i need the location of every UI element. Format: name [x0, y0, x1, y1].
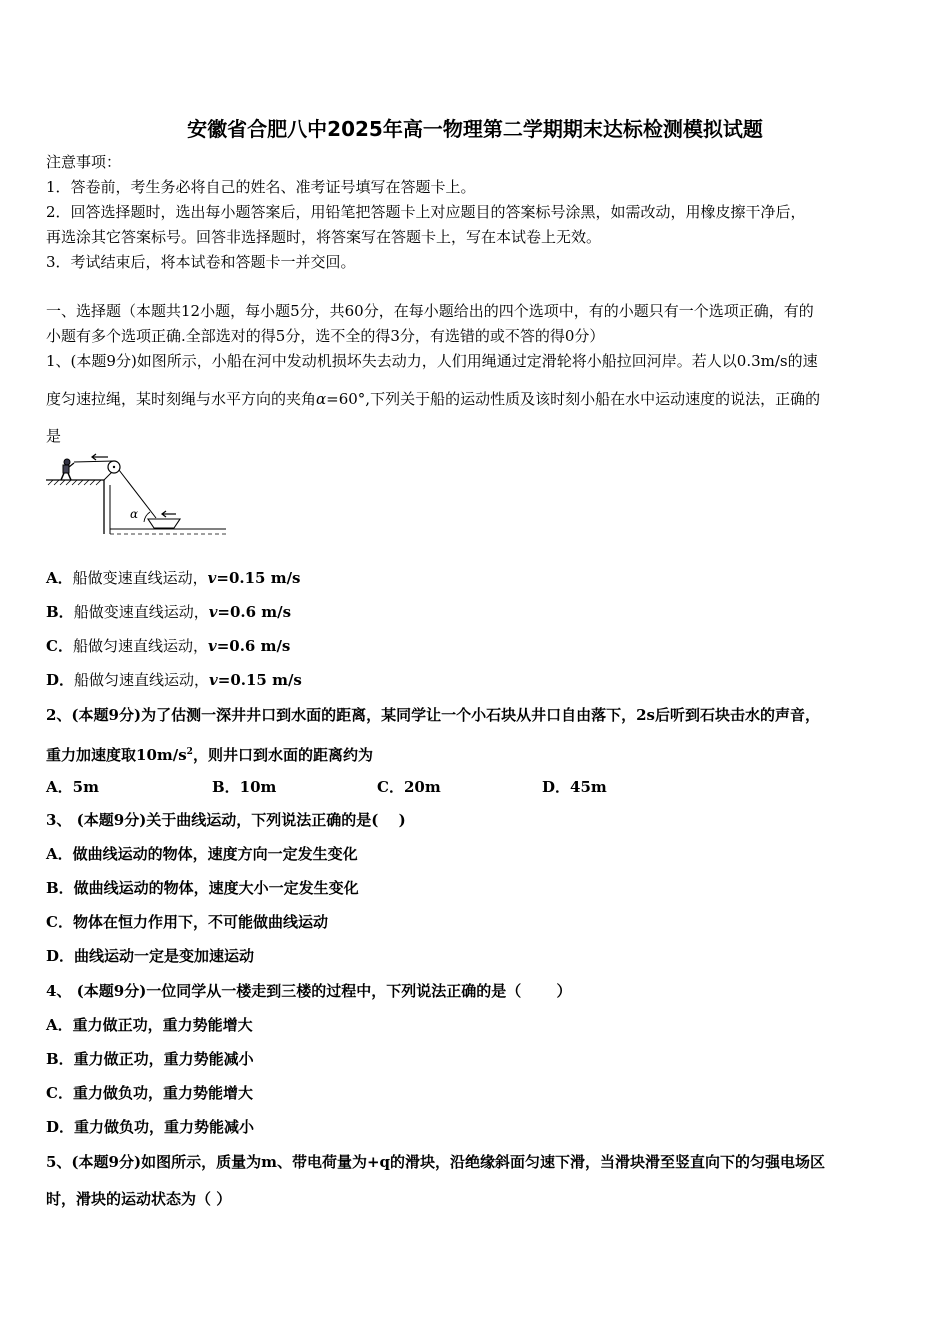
q2-stem-line1: 2、(本题9分)为了估测一深井井口到水面的距离，某同学让一个小石块从井口自由落下，2s后听到石块击水的声音， — [46, 706, 820, 724]
q4-option-d: D．重力做负功，重力势能减小 — [46, 1118, 255, 1136]
q3-option-c: C．物体在恒力作用下，不可能做曲线运动 — [46, 913, 328, 931]
person-icon — [61, 459, 74, 480]
rope-arrow-icon — [92, 454, 108, 460]
q4-option-a: A．重力做正功，重力势能增大 — [46, 1016, 253, 1034]
q1-option-d: D．船做匀速直线运动，v=0.15 m/s — [46, 671, 302, 689]
exam-title: 安徽省合肥八中2025年高一物理第二学期期末达标检测模拟试题 — [187, 117, 763, 141]
q1-option-b: B．船做变速直线运动，v=0.6 m/s — [46, 603, 292, 621]
notice-item-2: 2．回答选择题时，选出每小题答案后，用铅笔把答题卡上对应题目的答案标号涂黑，如需改动，用橡皮擦干净后， — [46, 203, 806, 221]
notice-item-3: 3．考试结束后，将本试卷和答题卡一并交回。 — [46, 253, 356, 271]
boat-arrow-icon — [162, 511, 176, 517]
notice-item-1: 1．答卷前，考生务必将自己的姓名、准考证号填写在答题卡上。 — [46, 178, 476, 196]
angle-label: α — [130, 507, 139, 521]
q4-option-c: C．重力做负功，重力势能增大 — [46, 1084, 253, 1102]
section-heading-line2: 小题有多个选项正确.全部选对的得5分，选不全的得3分，有选错的或不答的得0分） — [46, 327, 605, 345]
q1-stem-line3: 是 — [46, 427, 62, 445]
rope-horizontal — [74, 461, 114, 462]
q2-stem-line2: 重力加速度取$10m/s^2$，则井口到水面的距离约为 — [46, 746, 373, 764]
q4-stem: 4、 (本题9分)一位同学从一楼走到三楼的过程中，下列说法正确的是（ ） — [46, 982, 572, 1000]
q2-option-a: A．5m — [46, 778, 99, 796]
notice-heading: 注意事项： — [46, 153, 122, 171]
q1-stem-line1: 1、(本题9分)如图所示，小船在河中发动机损坏失去动力，人们用绳通过定滑轮将小船拉回河岸。若人以0.3m/s的速 — [46, 352, 818, 370]
notice-item-2-cont: 再选涂其它答案标号。回答非选择题时，将答案写在答题卡上，写在本试卷上无效。 — [46, 228, 602, 246]
q2-option-b: B．10m — [212, 778, 277, 796]
q3-option-a: A．做曲线运动的物体，速度方向一定发生变化 — [46, 845, 358, 863]
q2-options-row — [46, 776, 746, 796]
q1-stem-line2: 度匀速拉绳，某时刻绳与水平方向的夹角α=60°,下列关于船的运动性质及该时刻小船在水中运动速度的说法，正确的 — [46, 390, 821, 408]
q5-stem-line2: 时，滑块的运动状态为（ ） — [46, 1190, 232, 1208]
q3-option-d: D．曲线运动一定是变加速运动 — [46, 947, 255, 965]
q4-option-b: B．重力做正功，重力势能减小 — [46, 1050, 254, 1068]
q1-option-c: C．船做匀速直线运动，v=0.6 m/s — [46, 637, 291, 655]
q3-stem: 3、 (本题9分)关于曲线运动，下列说法正确的是( ) — [46, 811, 406, 829]
q2-option-d: D．45m — [542, 778, 607, 796]
q1-option-a: A．船做变速直线运动，v=0.15 m/s — [46, 569, 301, 587]
q2-option-c: C．20m — [377, 778, 441, 796]
section-heading-line1: 一、选择题（本题共12小题，每小题5分，共60分，在每小题给出的四个选项中，有的小题只有一个选项正确，有的 — [46, 302, 814, 320]
q5-stem-line1: 5、(本题9分)如图所示，质量为m、带电荷量为+q的滑块，沿绝缘斜面匀速下滑，当滑块滑至竖直向下的匀强电场区 — [46, 1153, 826, 1171]
bank-hatching — [48, 480, 101, 485]
boat-icon — [148, 519, 180, 528]
q3-option-b: B．做曲线运动的物体，速度大小一定发生变化 — [46, 879, 359, 897]
pulley-boat-figure — [44, 452, 230, 544]
